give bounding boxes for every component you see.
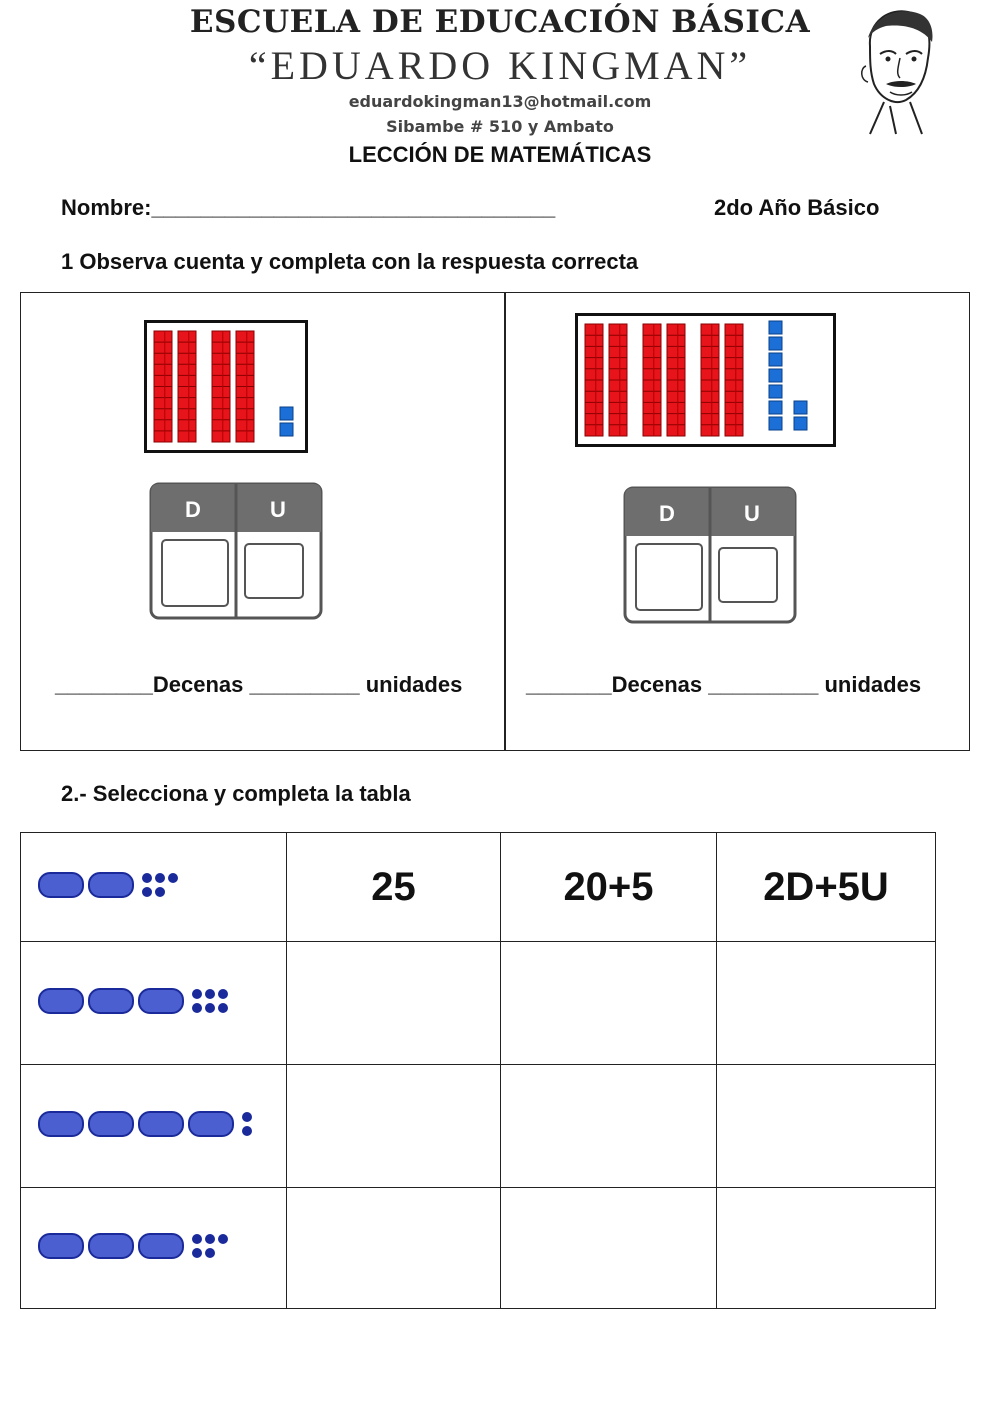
- ten-token: [39, 1234, 83, 1258]
- school-subtitle: “EDUARDO KINGMAN”: [248, 43, 752, 88]
- ten-rod: [154, 331, 172, 442]
- unit-dot: [142, 873, 152, 883]
- units-answer-box[interactable]: [245, 544, 303, 598]
- exercise2-table: [20, 832, 936, 1309]
- ten-token: [39, 1112, 83, 1136]
- sum-cell[interactable]: [501, 1188, 717, 1309]
- school-email: eduardokingman13@hotmail.com: [348, 92, 652, 111]
- unit-dot: [205, 1234, 215, 1244]
- exercise1-divider: [504, 292, 506, 751]
- unit-cube: [769, 369, 782, 382]
- unit-dot: [242, 1112, 252, 1122]
- ten-token: [39, 873, 83, 897]
- unit-cube: [769, 417, 782, 430]
- ten-rod: [236, 331, 254, 442]
- unit-cube: [769, 385, 782, 398]
- table-row: [21, 1188, 936, 1309]
- du-table-panel-2: [623, 486, 797, 624]
- ten-token: [39, 989, 83, 1013]
- unit-cube: [769, 353, 782, 366]
- unit-dot: [205, 1003, 215, 1013]
- du-cell[interactable]: [717, 942, 936, 1065]
- number-cell[interactable]: [287, 1065, 501, 1188]
- school-name: ESCUELA DE EDUCACIÓN BÁSICA: [189, 4, 811, 40]
- unit-cube: [794, 417, 807, 430]
- unit-cube: [280, 407, 293, 420]
- unit-dot: [192, 1003, 202, 1013]
- units-answer-box[interactable]: [719, 548, 777, 602]
- unit-cube: [769, 401, 782, 414]
- ten-token: [89, 873, 133, 897]
- du-header-tens: D: [185, 497, 201, 522]
- unit-dot: [218, 1234, 228, 1244]
- ten-token: [89, 1112, 133, 1136]
- du-header-units: U: [270, 497, 286, 522]
- answer-line-panel-1[interactable]: ________Decenas _________ unidades: [55, 672, 463, 697]
- du-header-units: U: [744, 501, 760, 526]
- tens-units-tokens: [29, 1094, 279, 1154]
- unit-dot: [168, 873, 178, 883]
- ten-token: [139, 1112, 183, 1136]
- unit-dot: [192, 1234, 202, 1244]
- ten-rod: [585, 324, 603, 436]
- name-field[interactable]: Nombre:_________________________________: [61, 195, 556, 220]
- portrait-sketch-icon: [850, 6, 942, 136]
- unit-dot: [142, 887, 152, 897]
- number-cell[interactable]: [287, 942, 501, 1065]
- ten-rod: [643, 324, 661, 436]
- ten-token: [89, 1234, 133, 1258]
- number-cell[interactable]: [287, 1188, 501, 1309]
- sum-cell[interactable]: [501, 942, 717, 1065]
- sum-cell[interactable]: 20+5: [501, 833, 717, 942]
- du-cell[interactable]: [717, 1065, 936, 1188]
- ten-rod: [667, 324, 685, 436]
- du-header-tens: D: [659, 501, 675, 526]
- unit-dot: [192, 989, 202, 999]
- unit-dot: [155, 873, 165, 883]
- representation-cell: [21, 1188, 287, 1309]
- unit-cube: [769, 321, 782, 334]
- ten-rod: [178, 331, 196, 442]
- exercise2-instruction: 2.- Selecciona y completa la tabla: [61, 781, 411, 806]
- tens-units-tokens: [29, 971, 279, 1031]
- ten-rod: [725, 324, 743, 436]
- number-cell[interactable]: 25: [287, 833, 501, 942]
- ten-rod: [212, 331, 230, 442]
- table-row: [21, 833, 936, 942]
- unit-cube: [280, 423, 293, 436]
- ten-token: [89, 989, 133, 1013]
- representation-cell: [21, 833, 287, 942]
- answer-line-panel-2[interactable]: _______Decenas _________ unidades: [526, 672, 922, 697]
- ten-token: [139, 1234, 183, 1258]
- du-cell[interactable]: 2D+5U: [717, 833, 936, 942]
- unit-dot: [205, 1248, 215, 1258]
- unit-cube: [769, 337, 782, 350]
- exercise1-instruction: 1 Observa cuenta y completa con la respuesta correcta: [61, 249, 639, 274]
- du-cell[interactable]: [717, 1188, 936, 1309]
- representation-cell: [21, 942, 287, 1065]
- tens-answer-box[interactable]: [636, 544, 702, 610]
- sum-cell[interactable]: [501, 1065, 717, 1188]
- representation-cell: [21, 1065, 287, 1188]
- grade-label: 2do Año Básico: [714, 195, 880, 220]
- unit-dot: [205, 989, 215, 999]
- du-table-panel-1: [149, 482, 323, 620]
- unit-dot: [218, 1003, 228, 1013]
- table-row: [21, 1065, 936, 1188]
- base-ten-blocks-panel-1: [144, 320, 308, 453]
- ten-rod: [609, 324, 627, 436]
- unit-cube: [794, 401, 807, 414]
- ten-token: [139, 989, 183, 1013]
- base-ten-blocks-panel-2: [575, 313, 836, 447]
- school-address: Sibambe # 510 y Ambato: [386, 117, 614, 136]
- unit-dot: [192, 1248, 202, 1258]
- ten-token: [189, 1112, 233, 1136]
- tens-units-tokens: [29, 855, 279, 915]
- ten-rod: [701, 324, 719, 436]
- lesson-title: LECCIÓN DE MATEMÁTICAS: [348, 142, 652, 167]
- table-row: [21, 942, 936, 1065]
- unit-dot: [218, 989, 228, 999]
- tens-answer-box[interactable]: [162, 540, 228, 606]
- unit-dot: [155, 887, 165, 897]
- tens-units-tokens: [29, 1216, 279, 1276]
- unit-dot: [242, 1126, 252, 1136]
